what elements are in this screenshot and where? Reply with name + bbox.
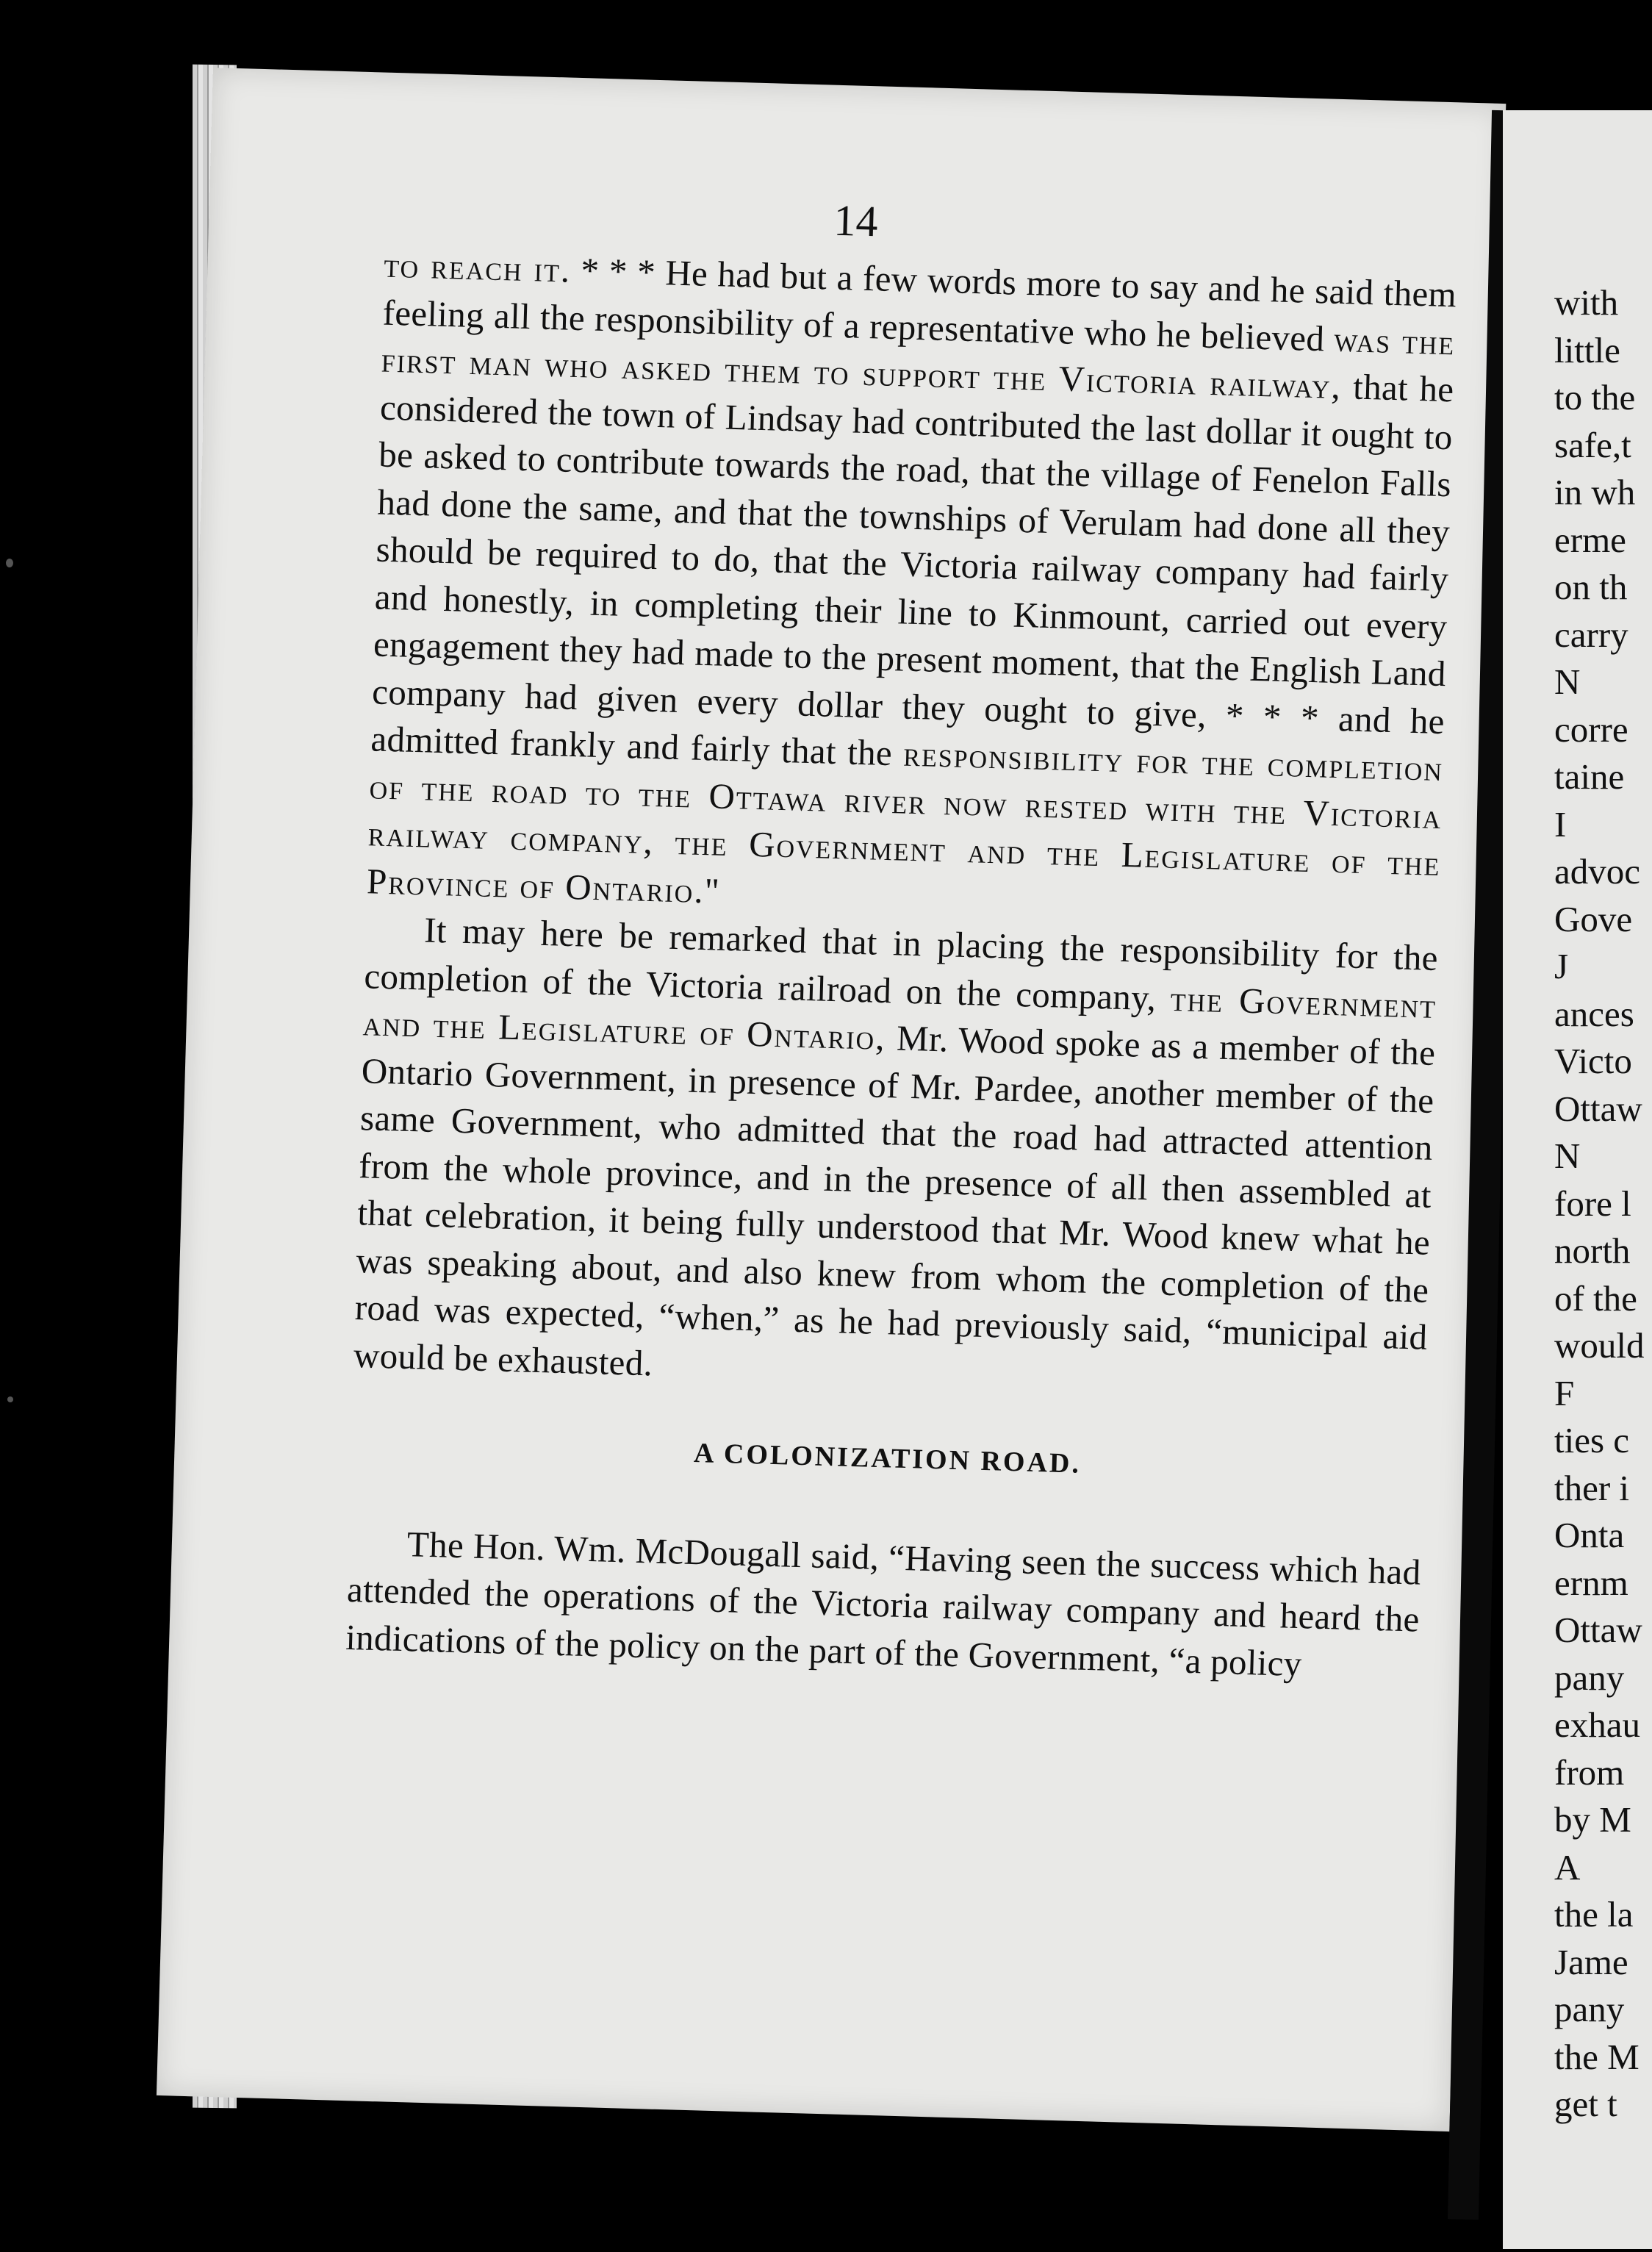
right-page-line: Ottaw — [1554, 1088, 1642, 1129]
paragraph-2 — [353, 905, 1438, 1409]
right-page-partial — [1503, 110, 1652, 2249]
right-page-line: A — [1554, 1846, 1581, 1887]
right-page-line: I — [1554, 803, 1567, 844]
left-page — [157, 68, 1506, 2131]
section-heading: A COLONIZATION ROAD. — [693, 1438, 1082, 1480]
right-page-line: exhau — [1554, 1704, 1640, 1745]
right-page-line: pany — [1554, 1989, 1625, 2029]
right-page-line: Jame — [1554, 1941, 1628, 1982]
right-page-line: get t — [1554, 2084, 1617, 2124]
paragraph-2-text-a: It may here be remarked that in placing the responsibility for the completion of the Victoria railroad on the company, — [363, 909, 1439, 1019]
right-page-line: on th — [1554, 567, 1628, 607]
right-page-line: ances — [1554, 993, 1634, 1034]
right-page-line: Onta — [1554, 1515, 1625, 1555]
right-page-text — [1554, 279, 1645, 2129]
right-page-line: N — [1554, 661, 1581, 702]
right-page-line: by M — [1554, 1799, 1631, 1840]
right-page-line: ties c — [1554, 1420, 1630, 1460]
right-page-line: with — [1554, 282, 1619, 323]
paragraph-3: The Hon. Wm. McDougall said, “Having seen the success which had attended the operations of the Victoria railway company and heard the indications of the policy on the part of the Government, “a policy — [345, 1523, 1422, 1684]
right-page-line: fore l — [1554, 1183, 1631, 1224]
paragraph-1-text-b: that he considered the town of Lindsay had contributed the last dollar it ought to be asked to contribute towards the road, that the village of Fenelon Falls had done the same, and that the townships of Verulam had done all they should be required to do, that the Victoria railway company had fairly and honestly, in completing their line to Kinmount, carried out every engagement they had made to the present moment, that the English Land company had given every dollar they ought to give, * * * and he admitted frankly and fairly that the — [370, 366, 1455, 774]
body-text — [345, 242, 1457, 1691]
right-page-line: F — [1554, 1372, 1575, 1413]
right-page-line: corre — [1554, 709, 1628, 750]
right-page-line: in wh — [1554, 472, 1636, 512]
paragraph-1-emphasis-a: was the first man who asked them to support the Victoria railway, — [381, 318, 1457, 407]
paragraph-2-emphasis: the Government and the Legislature of Ontario, — [362, 978, 1437, 1058]
right-page-line: advoc — [1554, 851, 1640, 892]
paragraph-1-text-a: * * * He had but a few words more to say and he said them feeling all the responsibility of a representative who he believed — [382, 249, 1457, 359]
right-page-line: would — [1554, 1325, 1645, 1366]
right-page-line: north — [1554, 1230, 1631, 1271]
scan-speck — [6, 559, 13, 567]
paragraph-1 — [366, 242, 1457, 935]
right-page-line: Victo — [1554, 1041, 1632, 1081]
right-page-line: of the — [1554, 1277, 1637, 1319]
right-page-line: carry — [1554, 614, 1628, 655]
right-page-line: pany — [1554, 1657, 1625, 1698]
right-page-line: taine — [1554, 756, 1625, 797]
right-page-line: Gove — [1554, 898, 1633, 939]
right-page-line: ther i — [1554, 1467, 1630, 1508]
paragraph-1-emphasis-b: responsibility for the completion of the road to the Ottawa river now rested with the Victoria railway company, the Government and the Legislature of the Province of Ontario." — [366, 733, 1444, 911]
right-page-line: N — [1554, 1136, 1581, 1176]
right-page-line: ernm — [1554, 1562, 1628, 1603]
right-page-line: safe,t — [1554, 424, 1631, 465]
right-page-line: erme — [1554, 519, 1626, 560]
paragraph-2-text-b: Mr. Wood spoke as a member of the Ontario Government, in presence of Mr. Pardee, another member of the same Government, who admitted that the road had attracted attention from the whole province, and in the presence of all then assembled at that celebration, it being fully understood that Mr. Wood knew what he was speaking about, and also knew from whom the completion of the road was expected, “when,” as he had previously said, “municipal aid would be exhausted. — [353, 1017, 1436, 1383]
paragraph-1-lead: to reach it. — [383, 244, 572, 290]
scan-speck — [7, 1396, 13, 1402]
right-page-line: little — [1554, 329, 1620, 370]
right-page-line: from — [1554, 1751, 1625, 1793]
right-page-line: to the — [1554, 377, 1636, 417]
right-page-line: the M — [1554, 2036, 1640, 2077]
right-page-line: the la — [1554, 1894, 1634, 1934]
right-page-line: J — [1554, 946, 1569, 986]
right-page-line: Ottaw — [1554, 1610, 1642, 1650]
page-number: 14 — [833, 196, 879, 246]
